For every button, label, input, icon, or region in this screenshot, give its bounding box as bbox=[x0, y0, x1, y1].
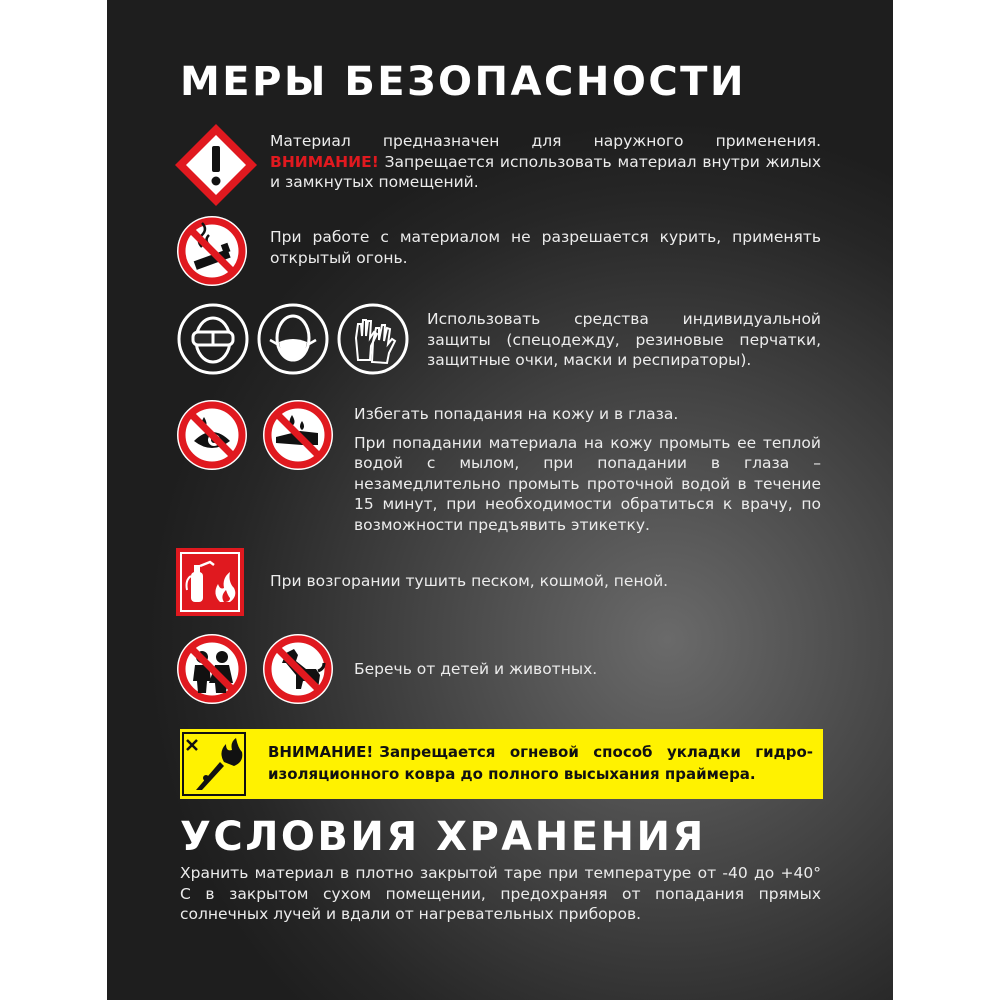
hazard-exclamation-icon bbox=[173, 122, 259, 208]
keep-away-from-animals-icon bbox=[262, 633, 334, 705]
item-4-text-2: При попадании материала на кожу промыть ее теплой водой с мылом, при попадании в глаза – незамедлительно промыть проточной водой в течение 15 минут, при необходимости обратиться к врачу, по возможности предъявить этикетку. bbox=[354, 433, 821, 534]
banner-message: Запрещается огневой способ укладки гидро-изоляционного ковра до полного высыхания праймера. bbox=[268, 743, 813, 783]
item-1-text bbox=[270, 131, 821, 193]
item-3-text: Использовать средства индивидуальной защиты (спецодежду, резиновые перчатки, защитные очки, маски и респираторы). bbox=[427, 310, 821, 369]
warning-banner bbox=[180, 729, 823, 799]
banner-text bbox=[268, 741, 813, 785]
item-4-text bbox=[354, 404, 821, 535]
item-5-text: При возгорании тушить песком, кошмой, пеной. bbox=[270, 572, 669, 590]
banner-label: ВНИМАНИЕ! bbox=[268, 743, 374, 761]
item-2-text: При работе с материалом не разрешается курить, применять открытый огонь. bbox=[270, 228, 821, 267]
wear-goggles-icon bbox=[176, 302, 250, 376]
no-torch-icon bbox=[182, 732, 246, 796]
storage-text: Хранить материал в плотно закрытой таре при температуре от -40 до +40° С в закрытом сухом помещении, предохраняя от попадания прямых солнечных лучей и вдали от нагревательных приборов. bbox=[180, 864, 821, 923]
item-4-text-1: Избегать попадания на кожу и в глаза. bbox=[354, 405, 679, 423]
item-1-text-before: Материал предназначен для наружного применения. bbox=[270, 132, 821, 150]
fire-extinguisher-icon bbox=[176, 548, 244, 616]
wear-respirator-icon bbox=[256, 302, 330, 376]
storage-title: УСЛОВИЯ ХРАНЕНИЯ bbox=[180, 814, 706, 860]
wear-gloves-icon bbox=[336, 302, 410, 376]
no-eye-contact-icon bbox=[176, 399, 248, 471]
item-1-warning-label: ВНИМАНИЕ! bbox=[270, 152, 379, 171]
safety-title: МЕРЫ БЕЗОПАСНОСТИ bbox=[180, 59, 746, 105]
keep-away-from-children-icon bbox=[176, 633, 248, 705]
safety-poster bbox=[107, 0, 893, 1000]
no-smoking-icon bbox=[176, 215, 248, 287]
no-skin-contact-icon bbox=[262, 399, 334, 471]
item-6-text: Беречь от детей и животных. bbox=[354, 660, 598, 678]
item-1-text-after: Запрещается использовать материал внутри жилых и замкнутых помещений. bbox=[270, 152, 821, 191]
